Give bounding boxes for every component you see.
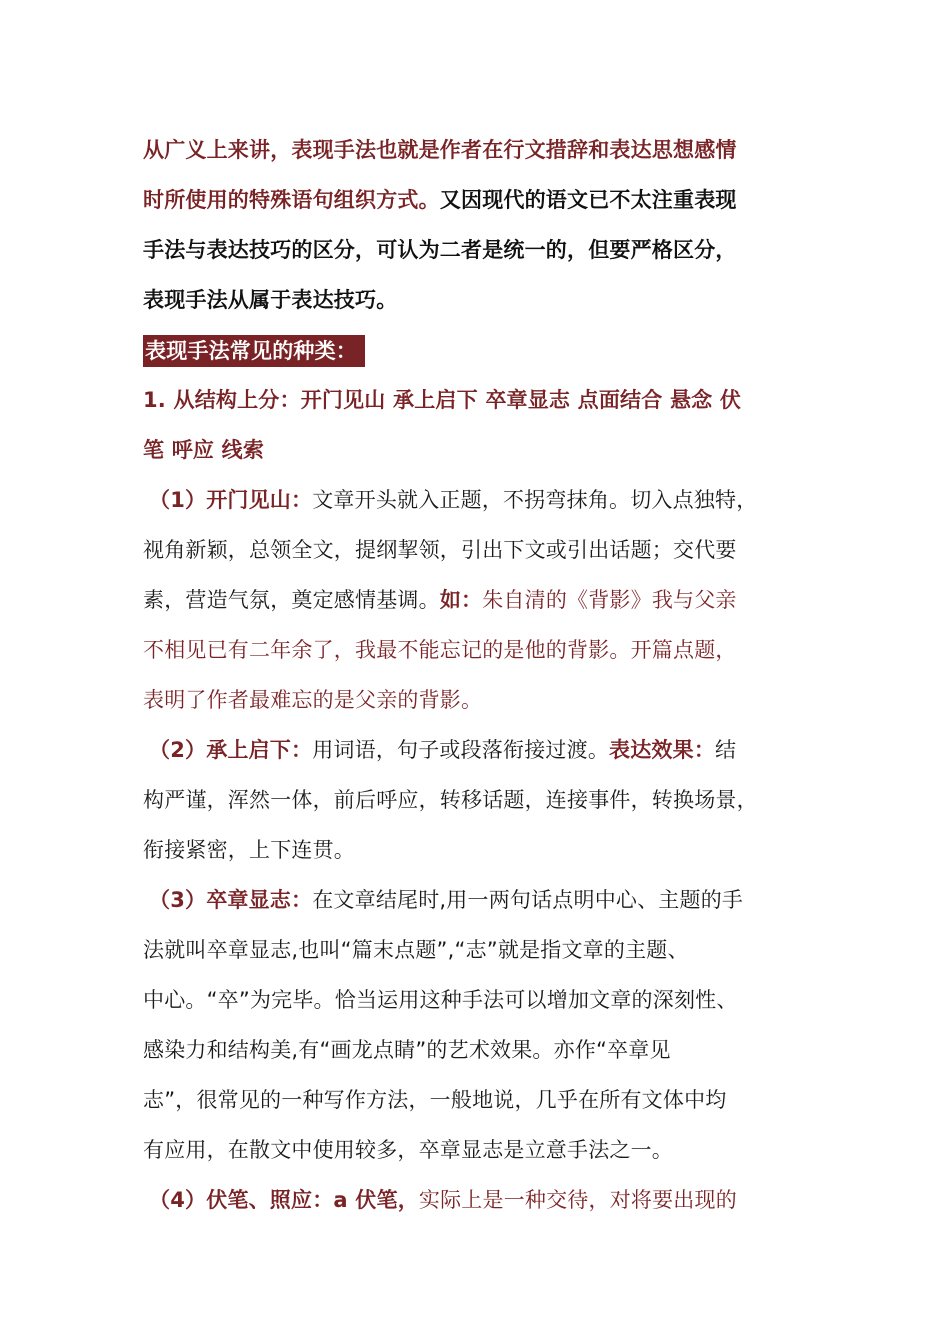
item4-label: （4）伏笔、照应：a 伏笔， xyxy=(149,1188,419,1212)
item2-line-2: 构严谨，浑然一体，前后呼应，转移话题，连接事件，转换场景， xyxy=(143,788,758,812)
item-chengshang-qixia xyxy=(143,725,813,875)
item4-line-1-text: 实际上是一种交待，对将要出现的 xyxy=(418,1188,737,1212)
item1-label: （1）开门见山： xyxy=(149,488,313,512)
item3-line-5: 志”，很常见的一种写作方法，一般地说，几乎在所有文体中均 xyxy=(143,1088,727,1112)
intro-paragraph xyxy=(143,125,813,325)
item1-line-3 xyxy=(143,575,813,625)
item3-label: （3）卒章显志： xyxy=(149,888,313,912)
item2-line-1 xyxy=(143,725,813,775)
item1-line-3-text: 素，营造气氛，奠定感情基调。 xyxy=(143,588,440,612)
document-page xyxy=(143,125,813,1225)
item-zuzhang-xianzhi xyxy=(143,875,813,1175)
item1-line-5: 表明了作者最难忘的是父亲的背影。 xyxy=(143,688,483,712)
item3-line-4: 感染力和结构美,有“画龙点睛”的艺术效果。亦作“卒章见 xyxy=(143,1038,671,1062)
structure-heading-line-2: 笔 呼应 线索 xyxy=(143,438,265,462)
intro-line-2 xyxy=(143,175,813,225)
item2-line-1-tail: 结 xyxy=(715,738,737,762)
item2-label: （2）承上启下： xyxy=(149,738,313,762)
item3-line-1-text: 在文章结尾时,用一两句话点明中心、主题的手 xyxy=(312,888,744,912)
intro-line-4: 表现手法从属于表达技巧。 xyxy=(143,288,398,312)
intro-line-3: 手法与表达技巧的区分，可认为二者是统一的，但要严格区分， xyxy=(143,238,737,262)
item1-line-4: 不相见已有二年余了，我最不能忘记的是他的背影。开篇点题， xyxy=(143,638,737,662)
item1-line-2: 视角新颖，总领全文，提纲挈领，引出下文或引出话题；交代要 xyxy=(143,538,737,562)
item1-line-1 xyxy=(143,475,813,525)
item1-line-1-text: 文章开头就入正题，不拐弯抹角。切入点独特， xyxy=(312,488,758,512)
intro-line-2-black: 又因现代的语文已不太注重表现 xyxy=(439,188,737,212)
item4-line-1 xyxy=(143,1175,813,1225)
item1-example-label: 如： xyxy=(439,588,483,612)
item-fubi-zhaoying xyxy=(143,1175,813,1225)
item3-line-2: 法就叫卒章显志,也叫“篇末点题”,“志”就是指文章的主题、 xyxy=(143,938,689,962)
section-heading: 表现手法常见的种类： xyxy=(143,335,365,367)
item3-line-1 xyxy=(143,875,813,925)
item3-line-6: 有应用，在散文中使用较多，卒章显志是立意手法之一。 xyxy=(143,1138,673,1162)
section-heading-line xyxy=(143,325,813,375)
intro-line-2-red: 时所使用的特殊语句组织方式。 xyxy=(143,188,440,212)
intro-line-1: 从广义上来讲，表现手法也就是作者在行文措辞和表达思想感情 xyxy=(143,138,737,162)
item3-line-3: 中心。“卒”为完毕。恰当运用这种手法可以增加文章的深刻性、 xyxy=(143,988,738,1012)
item2-effect-label: 表达效果： xyxy=(609,738,716,762)
structure-heading-line-1: 1. 从结构上分：开门见山 承上启下 卒章显志 点面结合 悬念 伏 xyxy=(143,388,742,412)
item2-line-1-text: 用词语，句子或段落衔接过渡。 xyxy=(312,738,610,762)
item2-line-3: 衔接紧密，上下连贯。 xyxy=(143,838,355,862)
item1-example-text: 朱自清的《背影》我与父亲 xyxy=(482,588,737,612)
item-kaimen-jianshan xyxy=(143,475,813,725)
